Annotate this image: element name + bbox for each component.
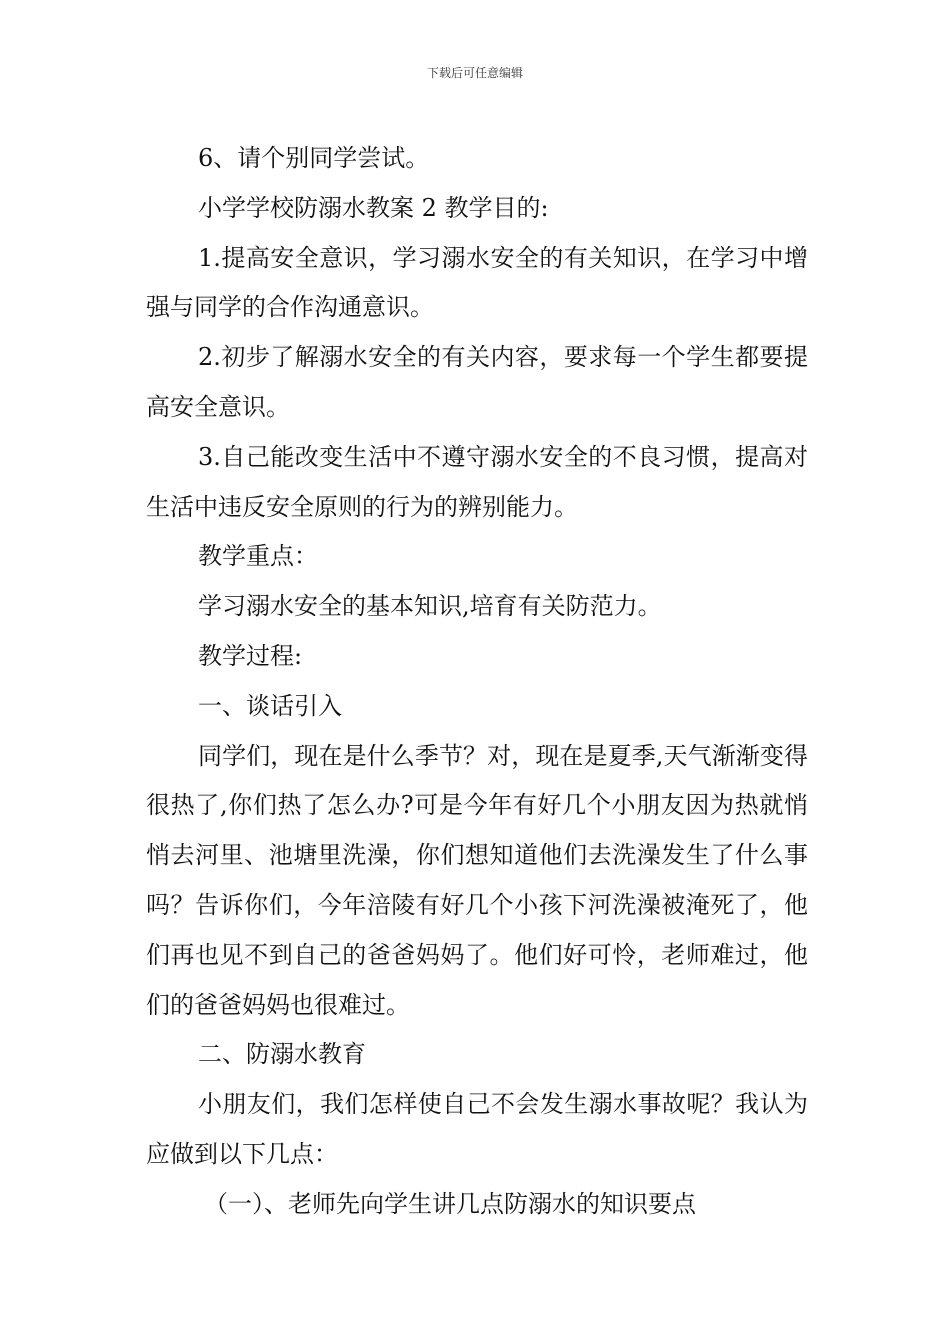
section-heading: 二、防溺水教育	[198, 1040, 366, 1069]
paragraph: 学习溺水安全的基本知识,培育有关防范力。	[198, 592, 662, 621]
section-heading: 教学重点：	[198, 542, 318, 571]
paragraph: 6、请个别同学尝试。	[198, 144, 430, 172]
paragraph: 2.初步了解溺水安全的有关内容，要求每一个学生都要提高安全意识。	[146, 343, 808, 421]
section-heading: 教学过程:	[198, 641, 303, 670]
section-heading: 一、谈话引入	[198, 691, 342, 720]
paragraph: 1.提高安全意识，学习溺水安全的有关知识，在学习中增强与同学的合作沟通意识。	[146, 243, 808, 322]
paragraph: 3.自己能改变生活中不遵守溺水安全的不良习惯，提高对生活中违反安全原则的行为的辨别能力。	[146, 442, 808, 521]
page-header: 下载后可任意编辑	[426, 66, 523, 80]
paragraph: 小学学校防溺水教案 2 教学目的:	[198, 193, 549, 222]
paragraph: 小朋友们，我们怎样使自己不会发生溺水事故呢？我认为应做到以下几点：	[146, 1090, 808, 1168]
paragraph: 同学们，现在是什么季节？对，现在是夏季,天气渐渐变得很热了,你们热了怎么办?可是今年有好几个小朋友因为热就悄悄去河里、池塘里洗澡，你们想知道他们去洗澡发生了什么事吗？告诉你们，今年涪陵有好几个小孩下河洗澡被淹死了，他们再也见不到自己的爸爸妈妈了。他们好可怜，老师难过，他们的爸爸妈妈也很难过。	[146, 741, 808, 1019]
sub-heading: （一）、老师先向学生讲几点防溺水的知识要点	[204, 1189, 696, 1218]
document-body	[146, 134, 808, 1230]
